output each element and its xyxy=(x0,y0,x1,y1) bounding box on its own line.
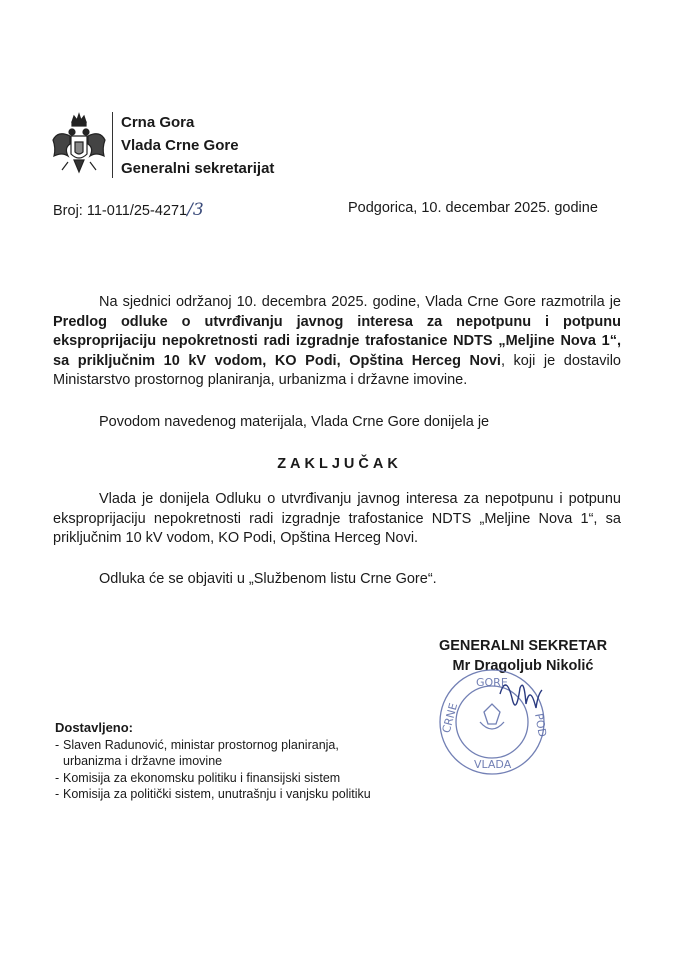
paragraph-intro: Na sjednici održanoj 10. decembra 2025. godine, Vlada Crne Gore razmotrila je Predlog odluke o utvrđivanju javnog interesa za nepotpunu i potpunu eksproprijaciju nepokretnosti radi izgradnje trafostanice NDTS „Meljine Nova 1“, sa priključnim 10 kV vodom, KO Podi, Opština Herceg Novi, koji je dostavilo Ministarstvo prostornog planiranja, urbanizma i državne imovine. xyxy=(53,294,621,389)
stamp-text-left: CRNE xyxy=(439,701,461,735)
distribution-heading: Dostavljeno: xyxy=(55,720,134,735)
conclusion-title: ZAKLJUČAK xyxy=(277,456,402,472)
header-institution xyxy=(121,111,274,180)
stamp-text-bottom: VLADA xyxy=(474,758,512,771)
document-date: Podgorica, 10. decembar 2025. godine xyxy=(348,200,598,216)
paragraph-conclusion: Vlada je donijela Odluku o utvrđivanju javnog interesa za nepotpunu i potpunu eksproprijaciju nepokretnosti radi izgradnje trafostanice NDTS „Meljine Nova 1“, sa priključnim 10 kV vodom, KO Podi, Opština Herceg Novi. xyxy=(53,491,621,547)
paragraph-publication: Odluka će se objaviti u „Službenom listu Crne Gore“. xyxy=(99,571,437,587)
proposal-title: Predlog odluke o utvrđivanju javnog interesa za nepotpunu i potpunu eksproprijaciju nepokretnosti radi izgradnje trafostanice NDTS „Meljine Nova 1“, sa priključnim 10 kV vodom, KO Podi, Opština Herceg Novi xyxy=(53,313,621,369)
signatory-role: GENERALNI SEKRETAR xyxy=(438,638,608,654)
list-item: - Komisija za ekonomsku politiku i finansijski sistem xyxy=(55,770,341,785)
reference-number: Broj: 11-011/25-4271/3 xyxy=(53,200,204,220)
stamp-text-right: POD xyxy=(532,712,549,739)
distribution-list xyxy=(55,720,371,803)
official-stamp-icon xyxy=(430,664,555,779)
handwritten-suffix: /3 xyxy=(187,200,204,220)
header-government: Vlada Crne Gore xyxy=(121,137,239,154)
list-item: - Komisija za politički sistem, unutrašnju i vanjsku politiku xyxy=(55,787,371,801)
header-divider xyxy=(112,112,113,178)
coat-of-arms-icon xyxy=(50,112,108,178)
list-item: - Slaven Radunović, ministar prostornog planiranja, urbanizma i državne imovine xyxy=(55,737,339,768)
paragraph-decision-lead: Povodom navedenog materijala, Vlada Crne Gore donijela je xyxy=(99,414,490,430)
header-secretariat: Generalni sekretarijat xyxy=(121,160,275,177)
signatory-name: Mr Dragoljub Nikolić xyxy=(452,658,594,674)
header-country: Crna Gora xyxy=(121,114,195,131)
stamp-text-top: GORE xyxy=(476,676,508,689)
